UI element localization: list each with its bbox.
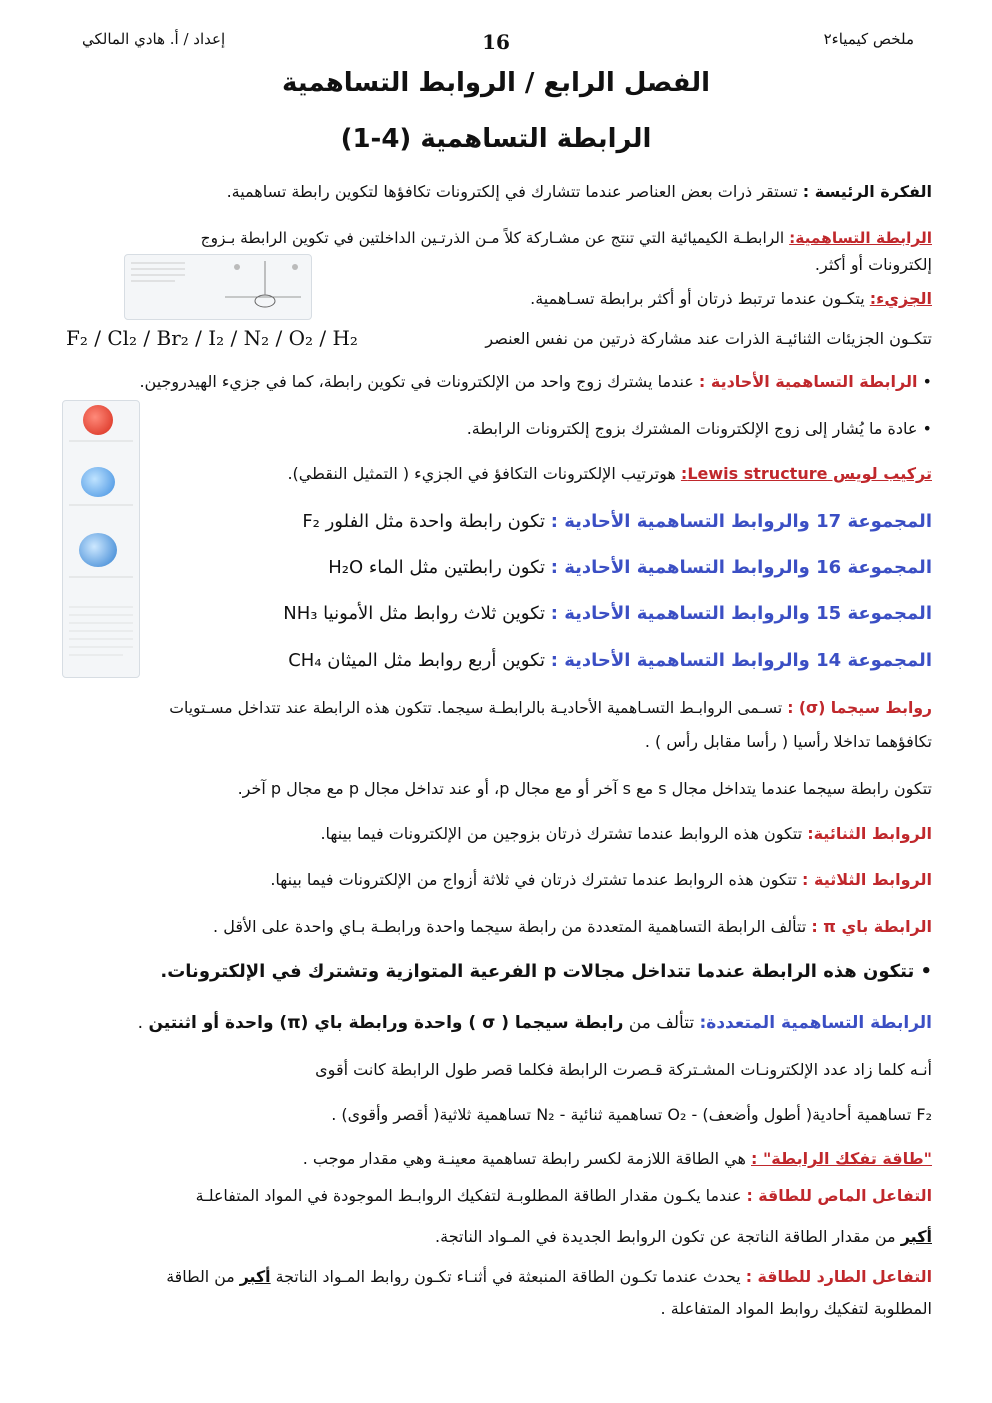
dissociation-text: هي الطاقة اللازمة لكسر رابطة تساهمية معينـة وهي مقدار موجب . xyxy=(302,1149,751,1168)
bond-length-examples: F₂ تساهمية أحادية( أطول وأضعف) - O₂ تساهمية ثنائية - N₂ تساهمية ثلاثية( أقصر وأقوى) . xyxy=(331,1105,932,1124)
lewis-line xyxy=(150,463,932,485)
diatomic-line: تتكـون الجزيئات الثنائيـة الذرات عند مشاركة ذرتين من نفس العنصر xyxy=(485,329,932,348)
group15-text: تكوين ثلاث روابط مثل الأمونيا NH₃ xyxy=(283,603,551,624)
endothermic-text-2: من مقدار الطاقة الناتجة عن تكون الروابط الجديدة في المـواد الناتجة. xyxy=(435,1227,901,1246)
multiple-bond-label: الرابطة التساهمية المتعددة: xyxy=(699,1013,932,1033)
group16-line xyxy=(150,555,932,581)
molecule-label: الجزيء: xyxy=(869,289,932,308)
lewis-text: هوترتيب الإلكترونات التكافؤ في الجزيء ( التمثيل النقطي). xyxy=(287,464,681,483)
exothermic-text-tail: من الطاقة xyxy=(166,1267,240,1286)
group16-text: تكون رابطتين مثل الماء H₂O xyxy=(328,557,551,578)
exothermic-label: التفاعل الطارد للطاقة : xyxy=(745,1267,932,1286)
single-bond-label: الرابطة التساهمية الأحادية : xyxy=(698,372,918,391)
single-bond-line xyxy=(40,371,932,393)
exothermic-word: أكبر xyxy=(239,1267,271,1286)
author-header: إعداد / أ. هادي المالكي xyxy=(82,30,226,48)
pi-bond-line xyxy=(60,916,932,938)
section-title xyxy=(0,124,992,154)
molecules-figure xyxy=(62,400,140,678)
covalent-bond-line-2: إلكترونات أو أكثر. xyxy=(814,255,932,274)
bonding-pair-line xyxy=(150,418,932,440)
double-bond-text: تتكون هذه الروابط عندما تشترك ذرتان بزوجين من الإلكترونات فيما بينها. xyxy=(320,824,808,843)
main-idea-text: تستقر ذرات بعض العناصر عندما تتشارك في إلكترونات تكافؤها لتكوين رابطة تساهمية. xyxy=(226,182,803,201)
exothermic-line xyxy=(40,1266,932,1288)
lewis-label: تركيب لويس Lewis structure: xyxy=(680,464,932,483)
sigma-overlap-line: تتكون رابطة سيجما عندما يتداخل مجال s مع s آخر أو مع مجال p، أو عند تداخل مجال p مع مجال p آخر. xyxy=(237,779,932,798)
single-bond-text: عندما يشترك زوج واحد من الإلكترونات في تكوين رابطة، كما في جزيء الهيدروجين. xyxy=(139,372,699,391)
multiple-bond-text-b: رابطة سيجما ( σ ) واحدة ورابطة باي (π) واحدة أو اثنتين xyxy=(148,1013,624,1033)
bonding-pair-text: عادة ما يُشار إلى زوج الإلكترونات المشترك بزوج إلكترونات الرابطة. xyxy=(466,419,918,438)
sigma-line-2: تكافؤهما تداخلا رأسيا ( رأسا مقابل رأس ) . xyxy=(644,732,932,751)
covalent-bond-label: الرابطة التساهمية: xyxy=(789,229,932,247)
multiple-bond-text-c: . xyxy=(137,1013,149,1033)
group17-text: تكون رابطة واحدة مثل الفلور F₂ xyxy=(302,511,551,532)
triple-bond-text: تتكون هذه الروابط عندما تشترك ذرتان في ثلاثة أزواج من الإلكترونات فيما بينها. xyxy=(270,870,803,889)
endothermic-text: عندما يكـون مقدار الطاقة المطلوبـة لتفكيك الروابـط الموجودة في المواد المتفاعلـة xyxy=(195,1186,747,1205)
section-title-text: (1-4) الرابطة التساهمية xyxy=(340,124,652,154)
endothermic-label: التفاعل الماص للطاقة : xyxy=(746,1186,932,1205)
group14-label: المجموعة 14 والروابط التساهمية الأحادية : xyxy=(550,650,932,671)
group17-line xyxy=(150,509,932,535)
multiple-bond-text-a: تتألف من xyxy=(623,1013,700,1033)
endothermic-line-2 xyxy=(60,1226,932,1248)
molecule-line xyxy=(60,288,932,310)
page-number: 16 xyxy=(482,30,510,54)
dissociation-line xyxy=(60,1148,932,1170)
endothermic-word: أكبر xyxy=(900,1227,932,1246)
covalent-bond-line xyxy=(60,227,932,249)
molecule-annotations xyxy=(63,401,139,677)
sigma-line xyxy=(60,697,932,719)
triple-bond-line xyxy=(60,869,932,891)
pi-formation-line xyxy=(60,961,932,983)
pi-bond-label: الرابطة باي π : xyxy=(811,917,932,936)
group14-text: تكوين أربع روابط مثل الميثان CH₄ xyxy=(288,650,551,671)
chapter-title: الفصل الرابع / الروابط التساهمية xyxy=(281,68,711,98)
group14-line xyxy=(150,648,932,674)
endothermic-line xyxy=(60,1185,932,1207)
double-bond-line xyxy=(60,823,932,845)
main-idea-label: الفكرة الرئيسة : xyxy=(802,182,932,201)
group16-label: المجموعة 16 والروابط التساهمية الأحادية : xyxy=(550,557,932,578)
sigma-label: روابط سيجما (σ) : xyxy=(787,699,932,717)
bond-length-line: أنـه كلما زاد عدد الإلكترونـات المشـتركة قـصرت الرابطة فكلما قصر طول الرابطة كانت أقوى xyxy=(315,1060,932,1079)
double-bond-label: الروابط الثنائية: xyxy=(807,824,932,843)
diatomic-formula-list: F₂ / Cl₂ / Br₂ / I₂ / N₂ / O₂ / H₂ xyxy=(66,326,358,350)
pi-formation-text: تتكون هذه الرابطة عندما تتداخل مجالات p الفرعية المتوازية وتشترك في الإلكترونات. xyxy=(160,961,915,982)
exothermic-text: يحدث عندما تكـون الطاقة المنبعثة في أثنـاء تكـون روابط المـواد الناتجة xyxy=(270,1267,746,1286)
covalent-bond-text: الرابطـة الكيميائية التي تنتج عن مشـاركة كلاً مـن الذرتـين الداخلتين في تكوين الرابطة بـزوج xyxy=(200,229,790,247)
bullet: • xyxy=(914,961,932,982)
multiple-bond-line xyxy=(60,1012,932,1034)
bullet: • xyxy=(917,372,932,391)
group17-label: المجموعة 17 والروابط التساهمية الأحادية : xyxy=(550,511,932,532)
dissociation-label: "طاقة تفكك الرابطة" : xyxy=(751,1149,932,1168)
bullet: • xyxy=(917,419,932,438)
exothermic-line-2: المطلوبة لتفكيك روابط المواد المتفاعلة . xyxy=(660,1299,932,1318)
pi-bond-text: تتألف الرابطة التساهمية المتعددة من رابطة سيجما واحدة ورابطـة بـاي واحدة على الأقل . xyxy=(213,917,812,936)
sigma-text: تسـمى الروابـط التسـاهمية الأحاديـة بالرابطـة سيجما. تتكون هذه الرابطة عند تتداخل مسـتويات xyxy=(169,699,788,717)
group15-line xyxy=(150,601,932,627)
molecule-text: يتكـون عندما ترتبط ذرتان أو أكثر برابطة تسـاهمية. xyxy=(530,289,870,308)
bond-energy-figure xyxy=(124,254,312,320)
course-header: ملخص كيمياء٢ xyxy=(823,30,914,48)
group15-label: المجموعة 15 والروابط التساهمية الأحادية : xyxy=(550,603,932,624)
main-idea-line xyxy=(60,181,932,203)
triple-bond-label: الروابط الثلاثية : xyxy=(802,870,932,889)
